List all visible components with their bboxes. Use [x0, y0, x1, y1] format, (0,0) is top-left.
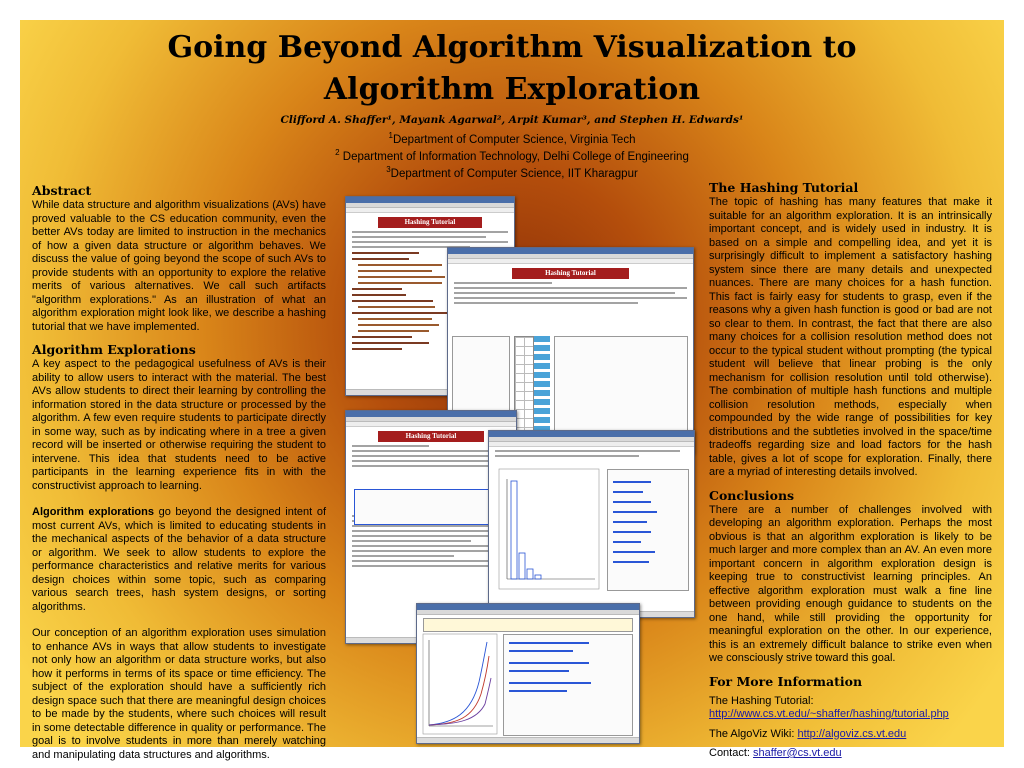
- wiki-line: The AlgoViz Wiki: http://algoviz.cs.vt.edu: [709, 727, 907, 740]
- settings-panel: [607, 469, 689, 591]
- authors: Clifford A. Shaffer¹, Mayank Agarwal², Arpit Kumar³, and Stephen H. Edwards¹: [280, 114, 744, 126]
- poster: [20, 20, 1004, 761]
- conclusions-heading: Conclusions: [709, 487, 795, 503]
- tutorial-line: The Hashing Tutorial: http://www.cs.vt.edu/~shaffer/hashing/tutorial.php: [709, 694, 949, 720]
- affiliation-2: $^2$ Department of Information Technology, Delhi College of Engineering: [335, 148, 689, 163]
- poster-title-line2: Algorithm Exploration: [323, 72, 701, 107]
- tutorial-banner: Hashing Tutorial: [378, 217, 482, 228]
- output-panel: [554, 336, 688, 434]
- question-box: [423, 618, 633, 632]
- tutorial-banner: Hashing Tutorial: [512, 268, 630, 279]
- explorations-paragraph-1: A key aspect to the pedagogical usefulness of AVs is their ability to allow users to interact with the material. The best AVs allow students to direct their learning by controlling the information stored in the data structure or processed by the algorithm. A few even require students to participate directly in some way, such as by indicating where in a tree a given record will be inserted or otherwise requiring the student to intervene. This idea that students need to be active participants in the learning experience fits in with the constructivist approach to learning.: [32, 358, 326, 492]
- explorations-paragraph-3: Our conception of an algorithm exploration uses simulation to enhance AVs in ways that allow students to investigate not only how an algorithm or data structure works, but also how it performs in terms of its space or time efficiency. The subject of the exploration should have a sufficiently rich design space such that there are meaningful design choices to be made by the students, where such choices will result in some detectable difference in quality or performance. The goal is to involve students in more than merely watching and manipulating data structures and algorithms.: [32, 627, 326, 761]
- growth-curves-graphic: [423, 634, 497, 734]
- applet-box: [354, 489, 508, 525]
- hash-table-slots: [534, 336, 550, 432]
- abstract-body: While data structure and algorithm visualizations (AVs) have proved valuable to the CS education community, even the better AVs today are limited to instruction in the mechanics of how a given data structure or algorithm behaves. We discuss the value of going beyond the scope of such AVs to provide students with an opportunity to explore the relative merits of various alternatives. We call such artifacts "algorithm explorations." As an illustration of what an algorithm exploration might look like, we describe a hashing tutorial that we have implemented.: [32, 199, 326, 333]
- explorations-paragraph-2: Algorithm explorations go beyond the designed intent of most current AVs, which is limited to educating students in the mechanical aspects of the behavior of a data structure or algorithm. We seek to allow students to explore the performance characteristics and relative merits for various design choices within some topic, such as comparing various search trees, hash system designs, or sorting algorithms.: [32, 506, 327, 613]
- histogram-graphic: [499, 469, 599, 589]
- more-information-heading: For More Information: [709, 673, 863, 689]
- tutorial-banner: Hashing Tutorial: [378, 431, 483, 442]
- contact-line: Contact: shaffer@cs.vt.edu: [709, 747, 842, 759]
- hash-table-grid: [514, 336, 534, 434]
- screenshot-distribution-histogram: [488, 430, 695, 618]
- poster-title-line1: Going Beyond Algorithm Visualization to: [167, 30, 857, 65]
- contact-email-link[interactable]: shaffer@cs.vt.edu: [753, 747, 842, 759]
- tutorial-link[interactable]: http://www.cs.vt.edu/~shaffer/hashing/tutorial.php: [709, 708, 949, 720]
- screenshot-performance-chart: [416, 603, 640, 744]
- abstract-heading: Abstract: [32, 183, 92, 198]
- hashing-tutorial-body: The topic of hashing has many features that make it suitable for an algorithm exploration. It is an intrinsically important concept, and is widely used in industry. It is based on a simple and compelling idea, and yet it is surprisingly difficult to implement a satisfactory hashing system since there are many details and unexpected nuances. There are many choices for a hash function. This fact is fairly easy for students to grasp, even if the reasons why a given hash function is good or bad are not so clear to them. In contrast, the fact that there are also many choices for a collision resolution method does not occur to the typical student without prompting (the typical student will believe that linear probing is the only mechanism for collision resolution until told otherwise). The combination of multiple hash functions and multiple collision resolution methods, especially when compounded by the wide range of possibilities for key distributions and the subtleties involved in the space/time tradeoffs regarding size and load factors for the hash table, gives a lot of scope for exploration. Finally, there are a myriad of interesting details involved.: [709, 196, 992, 478]
- left-column: [32, 183, 326, 762]
- hashing-tutorial-heading: The Hashing Tutorial: [709, 180, 859, 195]
- algoviz-wiki-link[interactable]: http://algoviz.cs.vt.edu: [797, 727, 907, 740]
- algorithm-explorations-heading: Algorithm Explorations: [32, 342, 196, 357]
- right-column: [709, 180, 992, 761]
- affiliation-1: $^1$Department of Computer Science, Virginia Tech: [388, 131, 636, 146]
- conclusions-body: There are a number of challenges involved with developing an algorithm exploration. Perhaps the most obvious is that an algorithm exploration is likely to be much larger and more complex than an AV. An even more important concern in algorithm exploration design is keeping true to constructivist learning principles. An effective algorithm exploration must walk a fine line between providing enough guidance to students on the one hand, while still providing the opportunity for meaningful exploration on the other. In our experience, this is an extremely difficult balance to strike even when we consciously strive toward this goal.: [709, 503, 992, 664]
- affiliation-3: $^3$Department of Computer Science, IIT Kharagpur: [386, 165, 638, 180]
